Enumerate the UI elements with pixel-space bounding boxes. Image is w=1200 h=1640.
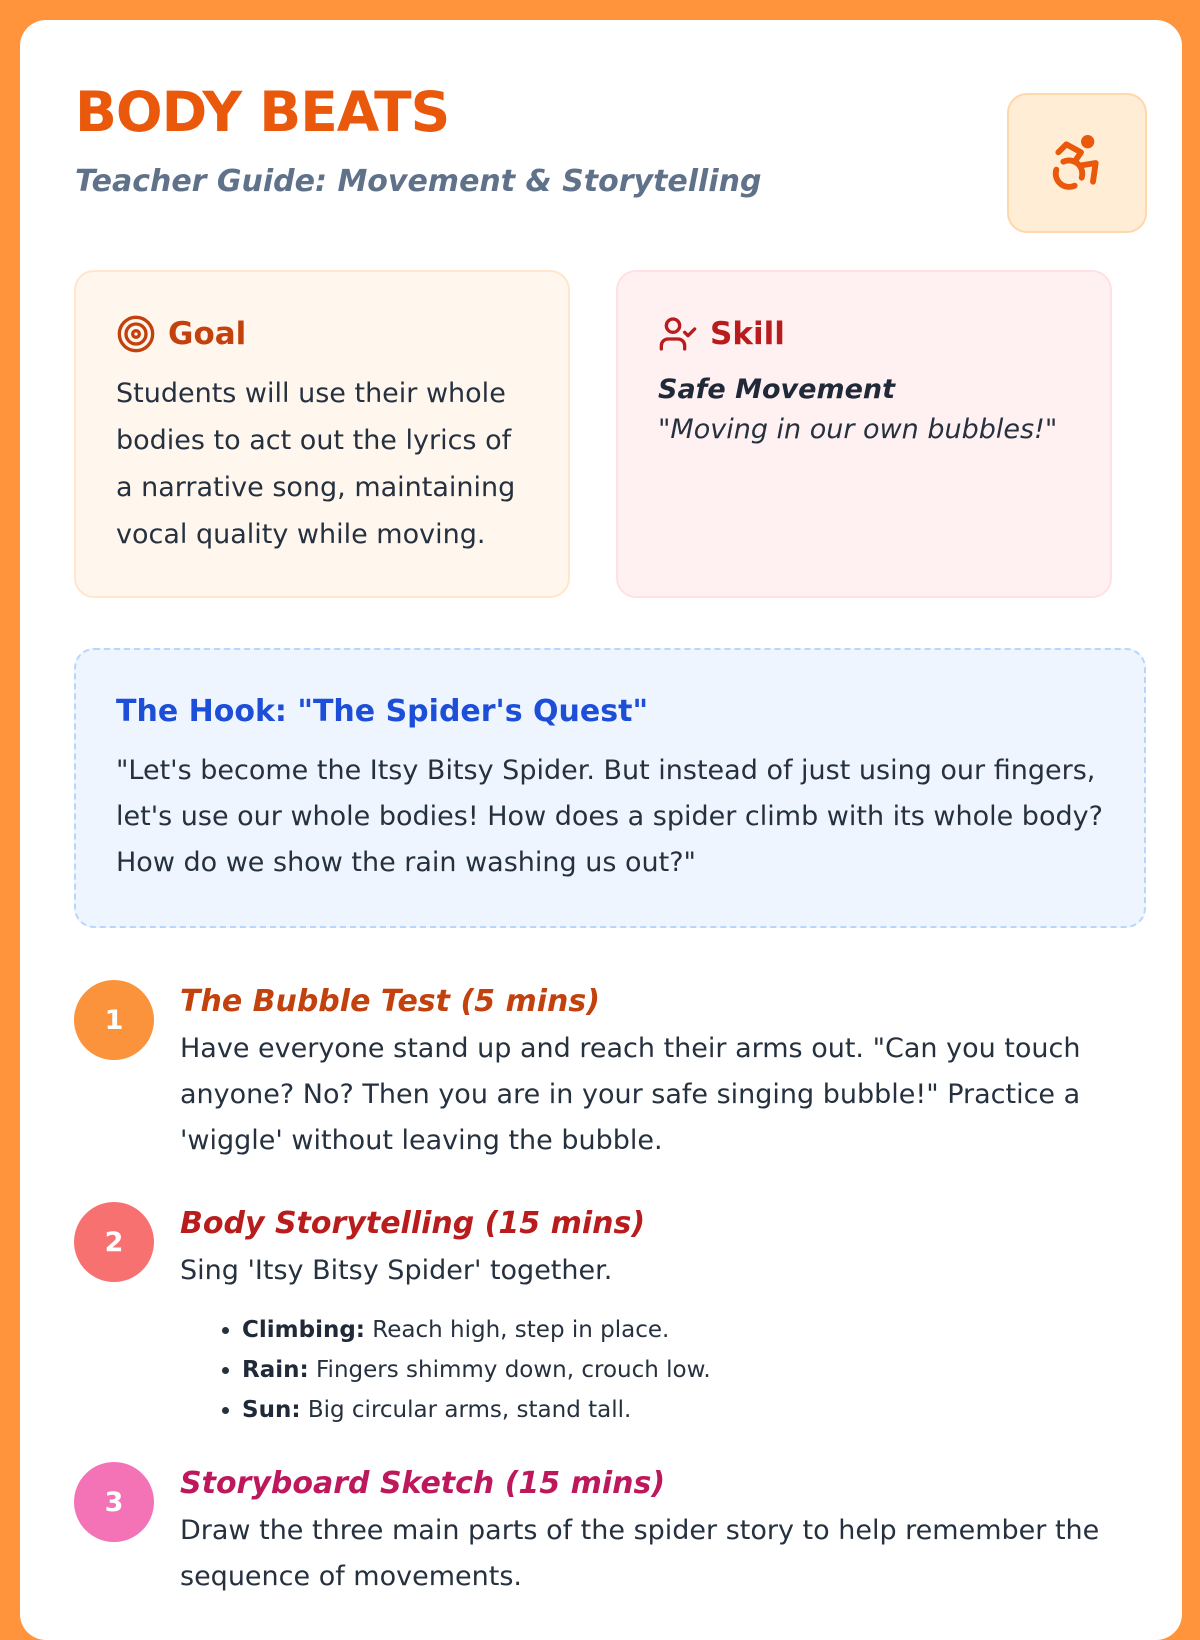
skill-quote: "Moving in our own bubbles!" (658, 414, 1058, 445)
list-item-term: Rain: (242, 1357, 309, 1383)
step-number-badge: 2 (74, 1202, 154, 1282)
skill-card (616, 270, 1112, 598)
list-item (242, 1310, 1100, 1350)
list-item (242, 1350, 1100, 1390)
skill-label: Skill (710, 316, 785, 352)
list-item (242, 1390, 1100, 1430)
step-number-badge: 3 (74, 1462, 154, 1542)
target-icon (116, 314, 156, 354)
list-item-desc: Fingers shimmy down, crouch low. (308, 1357, 711, 1383)
step-text: Draw the three main parts of the spider story to help remember the sequence of movements. (180, 1515, 1100, 1592)
skill-title: Safe Movement (658, 374, 896, 405)
step-title: Storyboard Sketch (15 mins) (180, 1466, 666, 1501)
step-title: Body Storytelling (15 mins) (180, 1206, 646, 1241)
hook-title: The Hook: "The Spider's Quest" (116, 694, 649, 729)
header (75, 78, 1147, 238)
step-body (180, 980, 1100, 1164)
accessibility-logo (1007, 93, 1147, 233)
goal-label: Goal (168, 316, 247, 352)
guide-card (20, 20, 1182, 1640)
hook-section (74, 648, 1146, 928)
goal-text: Students will use their whole bodies to act out the lyrics of a narrative song, maintaining vocal quality while moving. (116, 378, 516, 550)
page-title: BODY BEATS (75, 80, 450, 144)
step-body (180, 1462, 1100, 1600)
user-check-icon (658, 314, 698, 354)
skill-header (658, 308, 1070, 360)
list-item-term: Sun: (242, 1397, 301, 1423)
list-item-term: Climbing: (242, 1317, 365, 1343)
step-title: The Bubble Test (5 mins) (180, 984, 600, 1019)
goal-header (116, 308, 528, 360)
list-item-desc: Reach high, step in place. (365, 1317, 670, 1343)
page-subtitle: Teacher Guide: Movement & Storytelling (75, 164, 762, 199)
wheelchair-accessibility-icon (1045, 131, 1109, 195)
goal-card (74, 270, 570, 598)
list-item-desc: Big circular arms, stand tall. (300, 1397, 632, 1423)
movement-list (180, 1310, 1100, 1430)
hook-text: "Let's become the Itsy Bitsy Spider. But instead of just using our fingers, let's use our whole bodies! How does a spider climb with its whole body? How do we show the rain washing us out?" (116, 755, 1103, 878)
step-text: Sing 'Itsy Bitsy Spider' together. (180, 1255, 613, 1286)
step-body (180, 1202, 1100, 1430)
step-number-badge: 1 (74, 980, 154, 1060)
step-text: Have everyone stand up and reach their arms out. "Can you touch anyone? No? Then you are in your safe singing bubble!" Practice a 'wiggle' without leaving the bubble. (180, 1033, 1081, 1156)
